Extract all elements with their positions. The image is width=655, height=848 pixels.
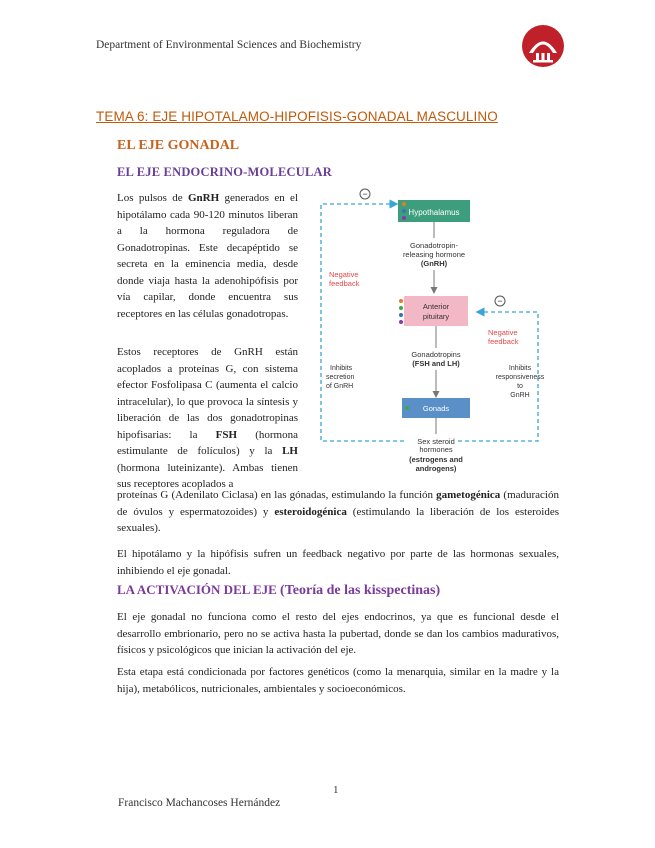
svg-text:Hypothalamus: Hypothalamus xyxy=(408,208,460,217)
svg-text:Sex steroid: Sex steroid xyxy=(417,437,455,446)
minus-circle-right-icon xyxy=(495,296,505,306)
header-department: Department of Environmental Sciences and Biochemistry xyxy=(96,39,362,51)
paragraph-gnrh: Los pulsos de GnRH generados en el hipotálamo cada 90-120 minutos liberan a la hormona reguladora de Gonadotropinas. Este decapéptido se secreta en la eminencia media, desde donde viaja hasta la adenohipófisis por vía capilar, donde encuentra sus receptores en las células gonadotropas. xyxy=(117,192,298,320)
svg-text:feedback: feedback xyxy=(488,337,519,346)
minus-circle-left-icon xyxy=(360,189,370,199)
subsection-title: EL EJE ENDOCRINO-MOLECULAR xyxy=(117,165,332,179)
svg-text:secretion: secretion xyxy=(326,374,355,381)
svg-text:(estrogens and: (estrogens and xyxy=(409,455,463,464)
svg-text:Inhibits: Inhibits xyxy=(330,365,353,372)
steroid-hormones-continued xyxy=(380,452,490,478)
svg-text:Anterior: Anterior xyxy=(422,302,450,311)
section-title: EL EJE GONADAL xyxy=(117,138,240,153)
svg-text:Inhibits: Inhibits xyxy=(508,365,532,372)
svg-text:to: to xyxy=(517,383,523,390)
svg-text:of GnRH: of GnRH xyxy=(326,383,354,390)
svg-text:Negative: Negative xyxy=(488,328,518,337)
svg-text:androgens): androgens) xyxy=(415,464,457,473)
hpg-axis-diagram xyxy=(308,186,570,454)
svg-text:responsiveness: responsiveness xyxy=(495,374,545,381)
svg-text:Negative: Negative xyxy=(329,270,359,279)
svg-text:feedback: feedback xyxy=(329,279,360,288)
svg-text:pituitary: pituitary xyxy=(422,312,450,321)
chapter-title: TEMA 6: EJE HIPOTALAMO-HIPOFISIS-GONADAL MASCULINO xyxy=(96,109,498,124)
anterior-pituitary-box xyxy=(404,296,468,326)
svg-text:(FSH and LH): (FSH and LH) xyxy=(412,359,460,368)
paragraph-receptors-continued: proteínas G (Adenilato Ciclasa) en las gónadas, estimulando la función gametogénica (maduración de óvulos y espermatozoides) y esteroidogénica (estimulando la liberación de los esteroides sexuales). xyxy=(117,489,559,534)
svg-text:GnRH: GnRH xyxy=(510,392,530,399)
footer-author: Francisco Machancoses Hernández xyxy=(118,797,281,809)
svg-text:Gonadotropins: Gonadotropins xyxy=(411,350,461,359)
paragraph-activation: El eje gonadal no funciona como el resto del ejes endocrinos, ya que es funcional desde el desarrollo embrionario, pero no se activa hasta la pubertad, donde se dan los cambios madurativos, físicos y psicológicos que inician la activación del eje. xyxy=(117,611,559,656)
svg-text:Gonads: Gonads xyxy=(422,404,450,413)
page-number: 1 xyxy=(333,784,339,796)
paragraph-feedback: El hipotálamo y la hipófisis sufren un feedback negativo por parte de las hormonas sexuales, inhibiendo el eje gonadal. xyxy=(117,548,559,577)
svg-text:releasing hormone: releasing hormone xyxy=(402,250,466,259)
svg-text:−: − xyxy=(362,189,368,199)
paragraph-factors: Esta etapa está condicionada por factores genéticos (como la menarquia, similar en la madre y la hija), metabólicos, nutricionales, ambientales y socioeconómicos. xyxy=(117,666,559,695)
section-activation-title: LA ACTIVACIÓN DEL EJE (Teoría de las kisspectinas) xyxy=(117,582,441,598)
svg-text:(GnRH): (GnRH) xyxy=(420,259,448,268)
university-logo xyxy=(519,22,567,70)
svg-text:hormones: hormones xyxy=(419,445,453,454)
paragraph-receptors: Estos receptores de GnRH están acoplados a proteínas G, con sistema efector Fosfolipasa C (aumenta el calcio intracelular), lo que provoca la síntesis y liberación de las dos gonadotropinas hipofisarias: la FSH (hormona estimulante de folículos) y la LH (hormona luteinizante). Ambas tienen sus receptores acoplados a xyxy=(117,346,298,490)
svg-text:Gonadotropin-: Gonadotropin- xyxy=(410,241,458,250)
svg-text:−: − xyxy=(497,296,503,306)
